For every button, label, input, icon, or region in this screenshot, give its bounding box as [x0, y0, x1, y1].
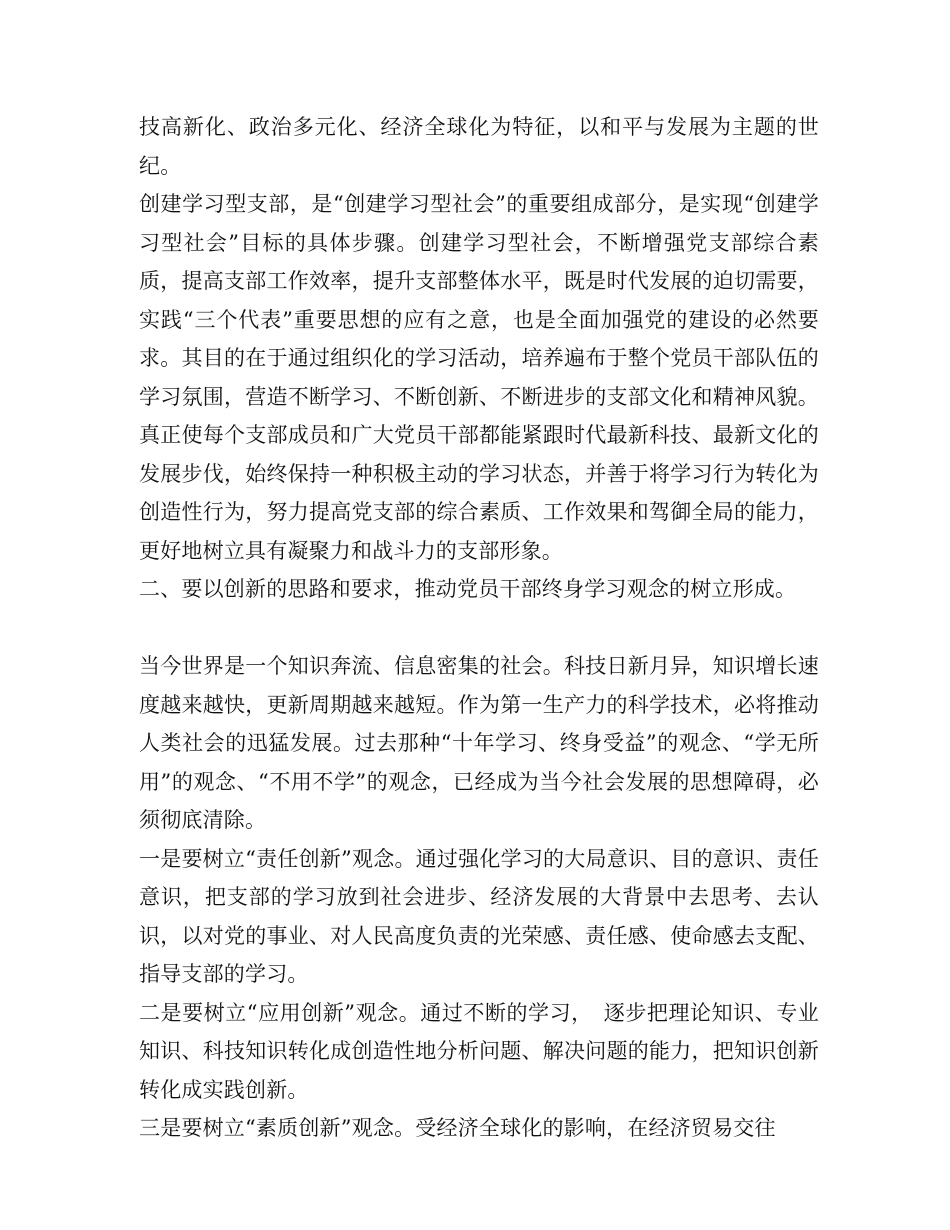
paragraph-responsibility-innovation: 一是要树立“责任创新”观念。通过强化学习的大局意识、目的意识、责任意识，把支部的学习放到社会进步、经济发展的大背景中去思考、去认识，以对党的事业、对人民高度负责的光荣感、责任感、使命感去支配、指导支部的学习。: [139, 846, 819, 986]
paragraph-century-conclusion: 技高新化、政治多元化、经济全球化为特征，以和平与发展为主题的世纪。: [139, 115, 819, 178]
paragraph-quality-innovation: 三是要树立“素质创新”观念。受经济全球化的影响，在经济贸易交往: [139, 1116, 776, 1140]
document-page: [139, 108, 819, 1148]
paragraph-application-innovation: 二是要树立“应用创新”观念。通过不断的学习， 逐步把理论知识、专业知识、科技知识转化成创造性地分析问题、解决问题的能力，把知识创新转化成实践创新。: [139, 1000, 819, 1102]
section-heading-two: 二、要以创新的思路和要求，推动党员干部终身学习观念的树立形成。: [139, 577, 797, 601]
paragraph-learning-branch: 创建学习型支部，是“创建学习型社会”的重要组成部分，是实现“创建学习型社会”目标的具体步骤。创建学习型社会，不断增强党支部综合素质，提高支部工作效率，提升支部整体水平，既是时代发展的迫切需要，实践“三个代表”重要思想的应有之意，也是全面加强党的建设的必然要求。其目的在于通过组织化的学习活动，培养遍布于整个党员干部队伍的学习氛围，营造不断学习、不断创新、不断进步的支部文化和精神风貌。真正使每个支部成员和广大党员干部都能紧跟时代最新科技、最新文化的发展步伐，始终保持一种积极主动的学习状态，并善于将学习行为转化为创造性行为，努力提高党支部的综合素质、工作效果和驾御全局的能力，更好地树立具有凝聚力和战斗力的支部形象。: [139, 192, 819, 563]
paragraph-knowledge-society: 当今世界是一个知识奔流、信息密集的社会。科技日新月异，知识增长速度越来越快，更新周期越来越短。作为第一生产力的科学技术，必将推动人类社会的迅猛发展。过去那种“十年学习、终身受益”的观念、“学无所用”的观念、“不用不学”的观念，已经成为当今社会发展的思想障碍，必须彻底清除。: [139, 654, 819, 832]
blank-line: [139, 609, 819, 648]
